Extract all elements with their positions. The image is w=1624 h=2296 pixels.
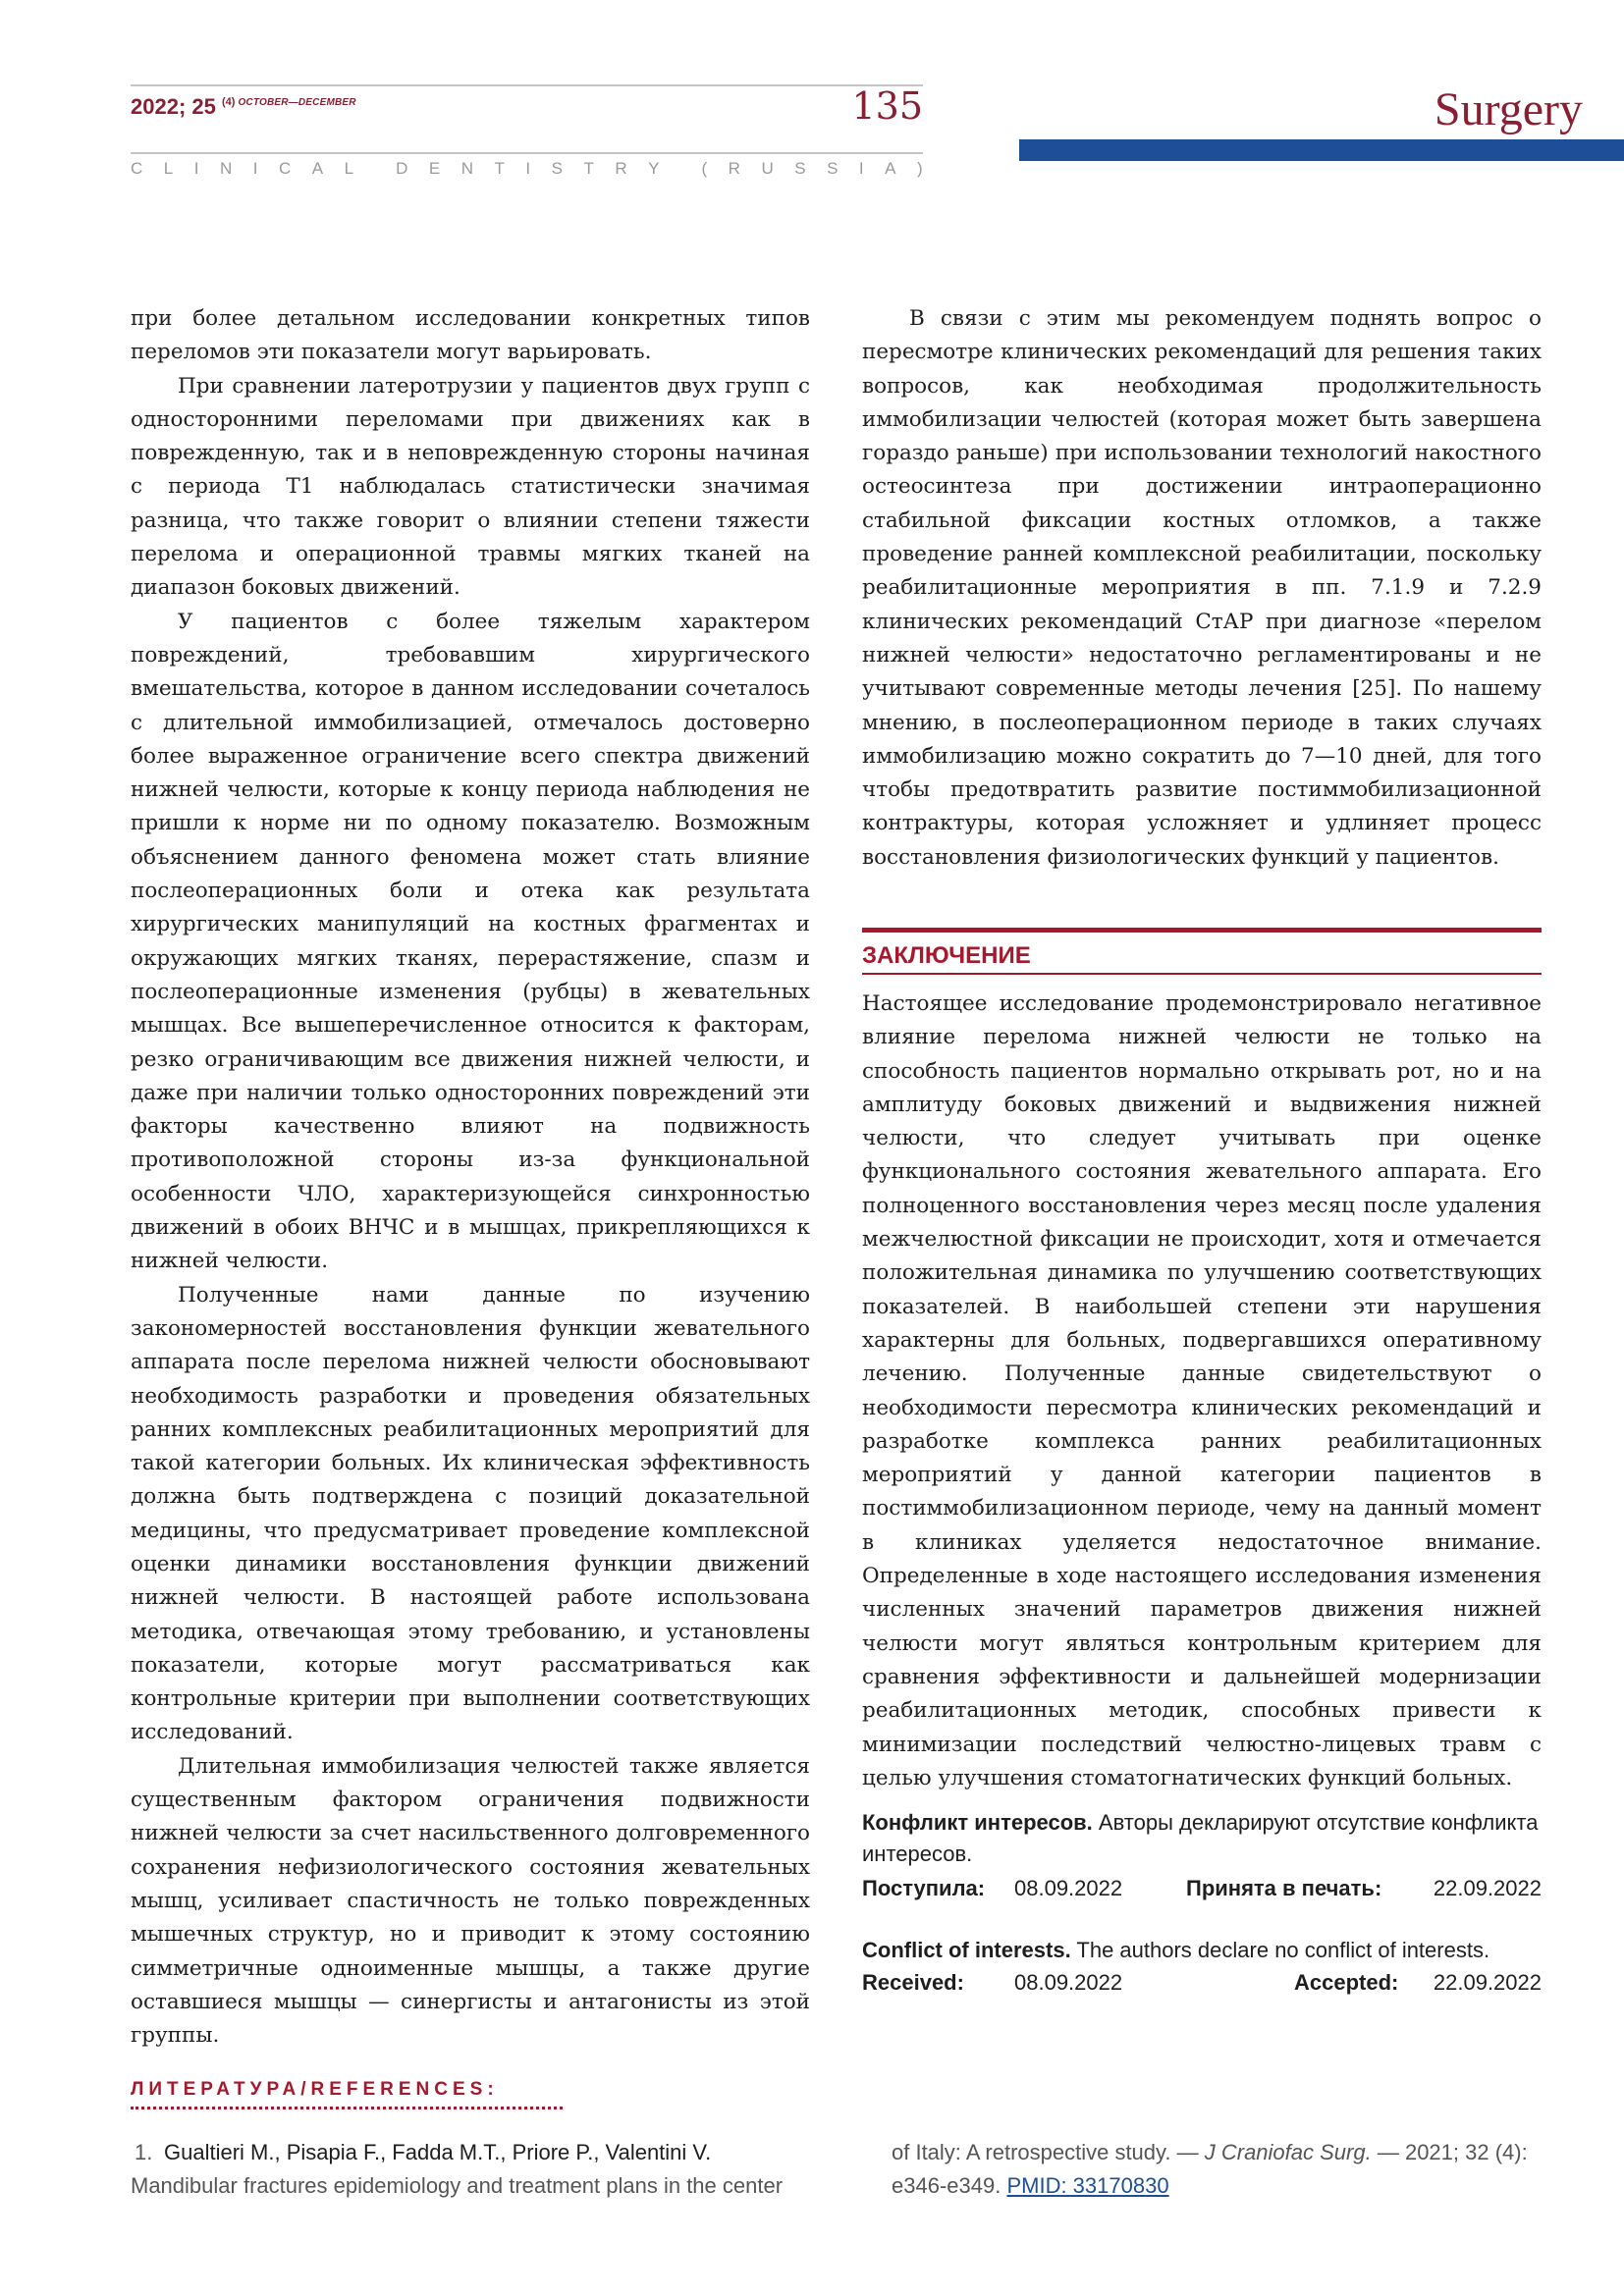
journal-letter: )	[916, 159, 923, 178]
paragraph: при более детальном исследовании конкретных типов переломов эти показатели могут варьировать.	[131, 306, 810, 365]
conflict-label-en: Conflict of interests.	[862, 1938, 1071, 1962]
accepted-label-ru: Принята в печать:	[1186, 1876, 1382, 1900]
accepted-date-ru: 22.09.2022	[1433, 1876, 1542, 1900]
reference-authors: Gualtieri M., Pisapia F., Fadda M.T., Priore P., Valentini V.	[164, 2140, 712, 2164]
journal-letter: I	[525, 159, 531, 178]
section-color-bar	[1019, 139, 1624, 161]
header-top-rule	[131, 84, 923, 86]
issue-label	[131, 94, 356, 120]
left-column	[131, 302, 810, 2053]
issue-number: (4)	[221, 96, 236, 108]
conclusion-heading: ЗАКЛЮЧЕНИЕ	[862, 942, 1031, 969]
reference-item	[131, 2136, 813, 2203]
journal-letter: S	[827, 159, 839, 178]
paragraph: Длительная иммобилизация челюстей также является существенным фактором ограничения подвижности нижней челюсти за счет насильственного долговременного сохранения нефизиологического состояния жевательных мышц, усиливает спастичность не только поврежденных мышечных структур, но и приводит к этому состоянию симметричные одноименные мышцы, а также другие оставшиеся мышцы — синергисты и антагонисты из этой группы.	[131, 1753, 810, 2049]
dates-row-ru	[862, 1873, 1542, 1904]
journal-letter: A	[311, 159, 324, 178]
reference-number: 1.	[135, 2140, 153, 2164]
conclusion-body	[862, 988, 1542, 1795]
conclusion-paragraph: Настоящее исследование продемонстрировало негативное влияние перелома нижней челюсти не только на способность пациентов нормально открывать рот, но и на амплитуду боковых движений и выдвижения нижней челюсти, что следует учитывать при оценке функционального состояния жевательного аппарата. Его полноценного восстановления через месяц после удаления межчелюстной фиксации не происходит, хотя и отмечается положительная динамика по улучшению соответствующих показателей. В наибольшей степени эти нарушения характерны для больных, подвергавшихся оперативному лечению. Полученные данные свидетельствуют о необходимости пересмотра клинических рекомендаций и разработке комплекса ранних реабилитационных мероприятий у данной категории пациентов в постиммобилизационном периоде, чему на данный момент в клиниках уделяется недостаточное внимание. Определенные в ходе настоящего исследования изменения численных значений параметров движения нижней челюсти могут являться контрольным критерием для сравнения эффективности и дальнейшей модернизации реабилитационных методик, способных привести к минимизации последствий челюстно-лицевых травм с целью улучшения стоматогнатических функций больных.	[862, 991, 1542, 1790]
journal-letter: L	[344, 159, 354, 178]
journal-letter: L	[163, 159, 174, 178]
reference-title-part1: Mandibular fractures epidemiology and treatment plans in the center	[131, 2173, 784, 2198]
pmid-link[interactable]: PMID: 33170830	[1006, 2173, 1169, 2198]
journal-letter: Y	[648, 159, 660, 178]
conflict-block-en	[862, 1935, 1542, 1999]
issue-period: OCTOBER—DECEMBER	[238, 97, 356, 108]
journal-letter: I	[858, 159, 864, 178]
journal-letter: N	[460, 159, 473, 178]
journal-letter: N	[219, 159, 233, 178]
section-title: Surgery	[1434, 83, 1583, 135]
reference-journal: J Craniofac Surg.	[1204, 2140, 1372, 2164]
paragraph: Полученные нами данные по изучению закономерностей восстановления функции жевательного аппарата после перелома нижней челюсти обосновывают необходимость разработки и проведения обязательных ранних комплексных реабилитационных мероприятий для такой категории больных. Их клиническая эффективность должна быть подтверждена с позиций доказательной медицины, что предусматривает проведение комплексной оценки динамики восстановления функции движений нижней челюсти. В настоящей работе использована методика, отвечающая этому требованию, и установлены показатели, которые могут рассматриваться как контрольные критерии при выполнении соответствующих исследований.	[131, 1282, 810, 1745]
conflict-block-ru	[862, 1807, 1542, 1904]
journal-letter: I	[193, 159, 199, 178]
journal-letter: R	[728, 159, 740, 178]
journal-letter: (	[701, 159, 708, 178]
conclusion-top-rule	[862, 928, 1542, 933]
journal-letter: R	[615, 159, 627, 178]
journal-letter: I	[252, 159, 258, 178]
received-date-ru: 08.09.2022	[1014, 1876, 1123, 1900]
journal-letter: T	[494, 159, 505, 178]
issue-year-volume: 2022; 25	[131, 94, 216, 119]
accepted-date-en: 22.09.2022	[1433, 1970, 1542, 1995]
conclusion-bottom-rule	[862, 973, 1542, 975]
conflict-text-en: The authors declare no conflict of interests.	[1076, 1938, 1490, 1962]
journal-name	[131, 159, 923, 179]
dates-row-en	[862, 1967, 1542, 1999]
conflict-statement-ru	[862, 1807, 1542, 1870]
journal-letter: T	[583, 159, 594, 178]
page-number: 135	[851, 84, 923, 128]
reference-details: — 2021; 32 (4): e346-e349.	[892, 2140, 1528, 2198]
paragraph: При сравнении латеротрузии у пациентов двух групп с односторонними переломами при движениях как в поврежденную, так и в неповрежденную стороны начиная с периода Т1 наблюдалась статистически значимая разница, что также говорит о влиянии степени тяжести перелома и операционной травмы мягких тканей на диапазон боковых движений.	[131, 373, 810, 601]
conflict-text-ru: Авторы декларируют отсутствие конфликта интересов.	[862, 1810, 1539, 1866]
journal-letter: C	[131, 159, 143, 178]
right-column	[862, 302, 1542, 875]
received-label-en: Received:	[862, 1970, 964, 1995]
received-date-en: 08.09.2022	[1014, 1970, 1123, 1995]
conflict-statement-en	[862, 1935, 1542, 1966]
reference-title-part2: of Italy: A retrospective study. —	[892, 2140, 1199, 2164]
received-label-ru: Поступила:	[862, 1876, 986, 1900]
journal-letter: D	[396, 159, 408, 178]
reference-item-continued	[892, 2136, 1542, 2203]
journal-letter: E	[428, 159, 441, 178]
paragraph: В связи с этим мы рекомендуем поднять вопрос о пересмотре клинических рекомендаций для решения таких вопросов, как необходимая продолжительность иммобилизации челюстей (которая может быть завершена гораздо раньше) при использовании технологий накостного остеосинтеза при достижении интраоперационно стабильной фиксации костных отломков, а также проведение ранней комплексной реабилитации, поскольку реабилитационные мероприятия в пп. 7.1.9 и 7.2.9 клинических рекомендаций СтАР при диагнозе «перелом нижней челюсти» недостаточно регламентированы и не учитывают современные методы лечения [25]. По нашему мнению, в послеоперационном периоде в таких случаях иммобилизацию можно сократить до 7—10 дней, для того чтобы предотвратить развитие постиммобилизационной контрактуры, которая усложняет и удлиняет процесс восстановления физиологических функций у пациентов.	[862, 306, 1542, 870]
references-dotted-rule	[131, 2107, 563, 2109]
conflict-label-ru: Конфликт интересов.	[862, 1810, 1093, 1835]
paragraph: У пациентов с более тяжелым характером повреждений, требовавшим хирургического вмешательства, которое в данном исследовании сочеталось с длительной иммобилизацией, отмечалось достоверно более выраженное ограничение всего спектра движений нижней челюсти, которые к концу периода наблюдения не пришли к норме ни по одному показателю. Возможным объяснением данного феномена может стать влияние послеоперационных боли и отека как результата хирургических манипуляций на костных фрагментах и окружающих мягких тканях, перерастяжение, спазм и послеоперационные изменения (рубцы) в жевательных мышцах. Все вышеперечисленное относится к факторам, резко ограничивающим все движения нижней челюсти, и даже при наличии только односторонних повреждений эти факторы качественно влияют на подвижность противоположной стороны из-за функциональной особенности ЧЛО, характеризующейся синхронностью движений в обоих ВНЧС и в мышцах, прикрепляющихся к нижней челюсти.	[131, 609, 810, 1274]
accepted-label-en: Accepted:	[1294, 1970, 1399, 1995]
journal-letter: S	[794, 159, 806, 178]
journal-letter: U	[761, 159, 774, 178]
journal-letter: A	[885, 159, 896, 178]
header-bottom-rule	[131, 152, 923, 154]
journal-letter: C	[279, 159, 292, 178]
journal-letter: S	[551, 159, 563, 178]
references-heading: ЛИТЕРАТУРА/REFERENCES:	[131, 2079, 499, 2100]
